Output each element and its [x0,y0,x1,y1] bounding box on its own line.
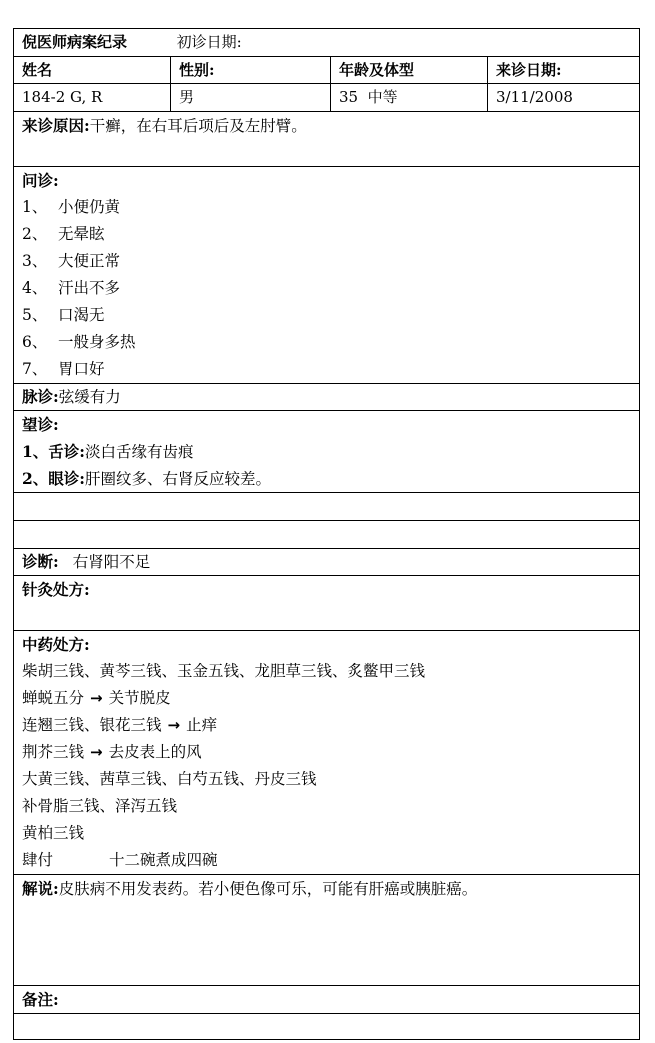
gender-label: 性别: [170,57,330,83]
inquiry-label: 问诊: [22,171,59,190]
notes-section [14,986,639,1014]
list-item: 6、 一般身多热 [22,333,136,351]
reason-label: 来诊原因: [22,116,90,135]
herbal-line: 连翘三钱、银花三钱 → 止痒 [22,716,218,734]
herbal-line: 荆芥三钱 → 去皮表上的风 [22,743,202,761]
explanation-label: 解说: [22,879,59,898]
diagnosis-label: 诊断: [22,552,59,571]
list-item: 7、 胃口好 [22,360,105,378]
first-visit-date-label: 初诊日期: [176,33,242,51]
medical-record-form [13,28,640,1040]
gender-value: 男 [170,84,330,111]
acupuncture-section [14,576,639,631]
info-header-row [14,57,639,84]
notes-label: 备注: [22,990,59,1009]
empty-row [14,521,639,549]
list-item: 4、 汗出不多 [22,279,121,297]
list-item: 2、 无晕眩 [22,225,105,243]
eye-label: 2、眼诊: [22,469,86,488]
reason-value: 干癣，在右耳后项后及左肘臂。 [89,117,307,135]
herbal-line: 大黄三钱、茜草三钱、白芍五钱、丹皮三钱 [22,770,317,788]
tongue-label: 1、舌诊: [22,442,86,461]
observation-section [14,411,639,493]
herbal-line: 蝉蜕五分 → 关节脱皮 [22,689,171,707]
arrow-right-icon: → [167,716,181,734]
reason-section [14,112,639,167]
list-item: 5、 口渴无 [22,306,105,324]
diagnosis-section [14,549,639,576]
herbal-label: 中药处方: [22,635,90,654]
title-row [14,29,639,57]
tongue-value: 淡白舌缘有齿痕 [85,443,194,461]
name-label: 姓名 [22,61,53,79]
explanation-section [14,875,639,986]
eye-value: 肝圈纹多、右肾反应较差。 [85,470,272,488]
pulse-value: 弦缓有力 [58,388,121,406]
visit-date-value: 3/11/2008 [487,84,641,111]
herbal-section [14,631,639,875]
list-item: 3、 大便正常 [22,252,121,270]
record-title: 倪医师病案纪录 [22,33,128,51]
arrow-right-icon: → [90,743,103,761]
info-value-row [14,84,639,112]
acupuncture-label: 针灸处方: [22,580,90,599]
herbal-line: 黄柏三钱 [22,824,85,842]
arrow-right-icon: → [90,689,103,707]
empty-row [14,1014,639,1039]
patient-id: 184-2 G, R [22,88,103,106]
age-label: 年龄及体型 [330,57,487,83]
list-item: 1、 小便仍黄 [22,198,121,216]
age-value: 35 中等 [330,84,487,111]
herbal-line: 补骨脂三钱、泽泻五钱 [22,797,178,815]
herbal-line: 肆付 十二碗煮成四碗 [22,851,218,869]
empty-row [14,493,639,521]
pulse-section [14,384,639,411]
pulse-label: 脉诊: [22,387,59,406]
visit-date-label: 来诊日期: [487,57,641,83]
inquiry-section [14,167,639,384]
diagnosis-value: 右肾阳不足 [72,553,151,571]
observation-label: 望诊: [22,415,59,434]
herbal-line: 柴胡三钱、黄芩三钱、玉金五钱、龙胆草三钱、炙鳖甲三钱 [22,662,426,680]
explanation-value: 皮肤病不用发表药。若小便色像可乐，可能有肝癌或胰脏癌。 [58,880,478,898]
